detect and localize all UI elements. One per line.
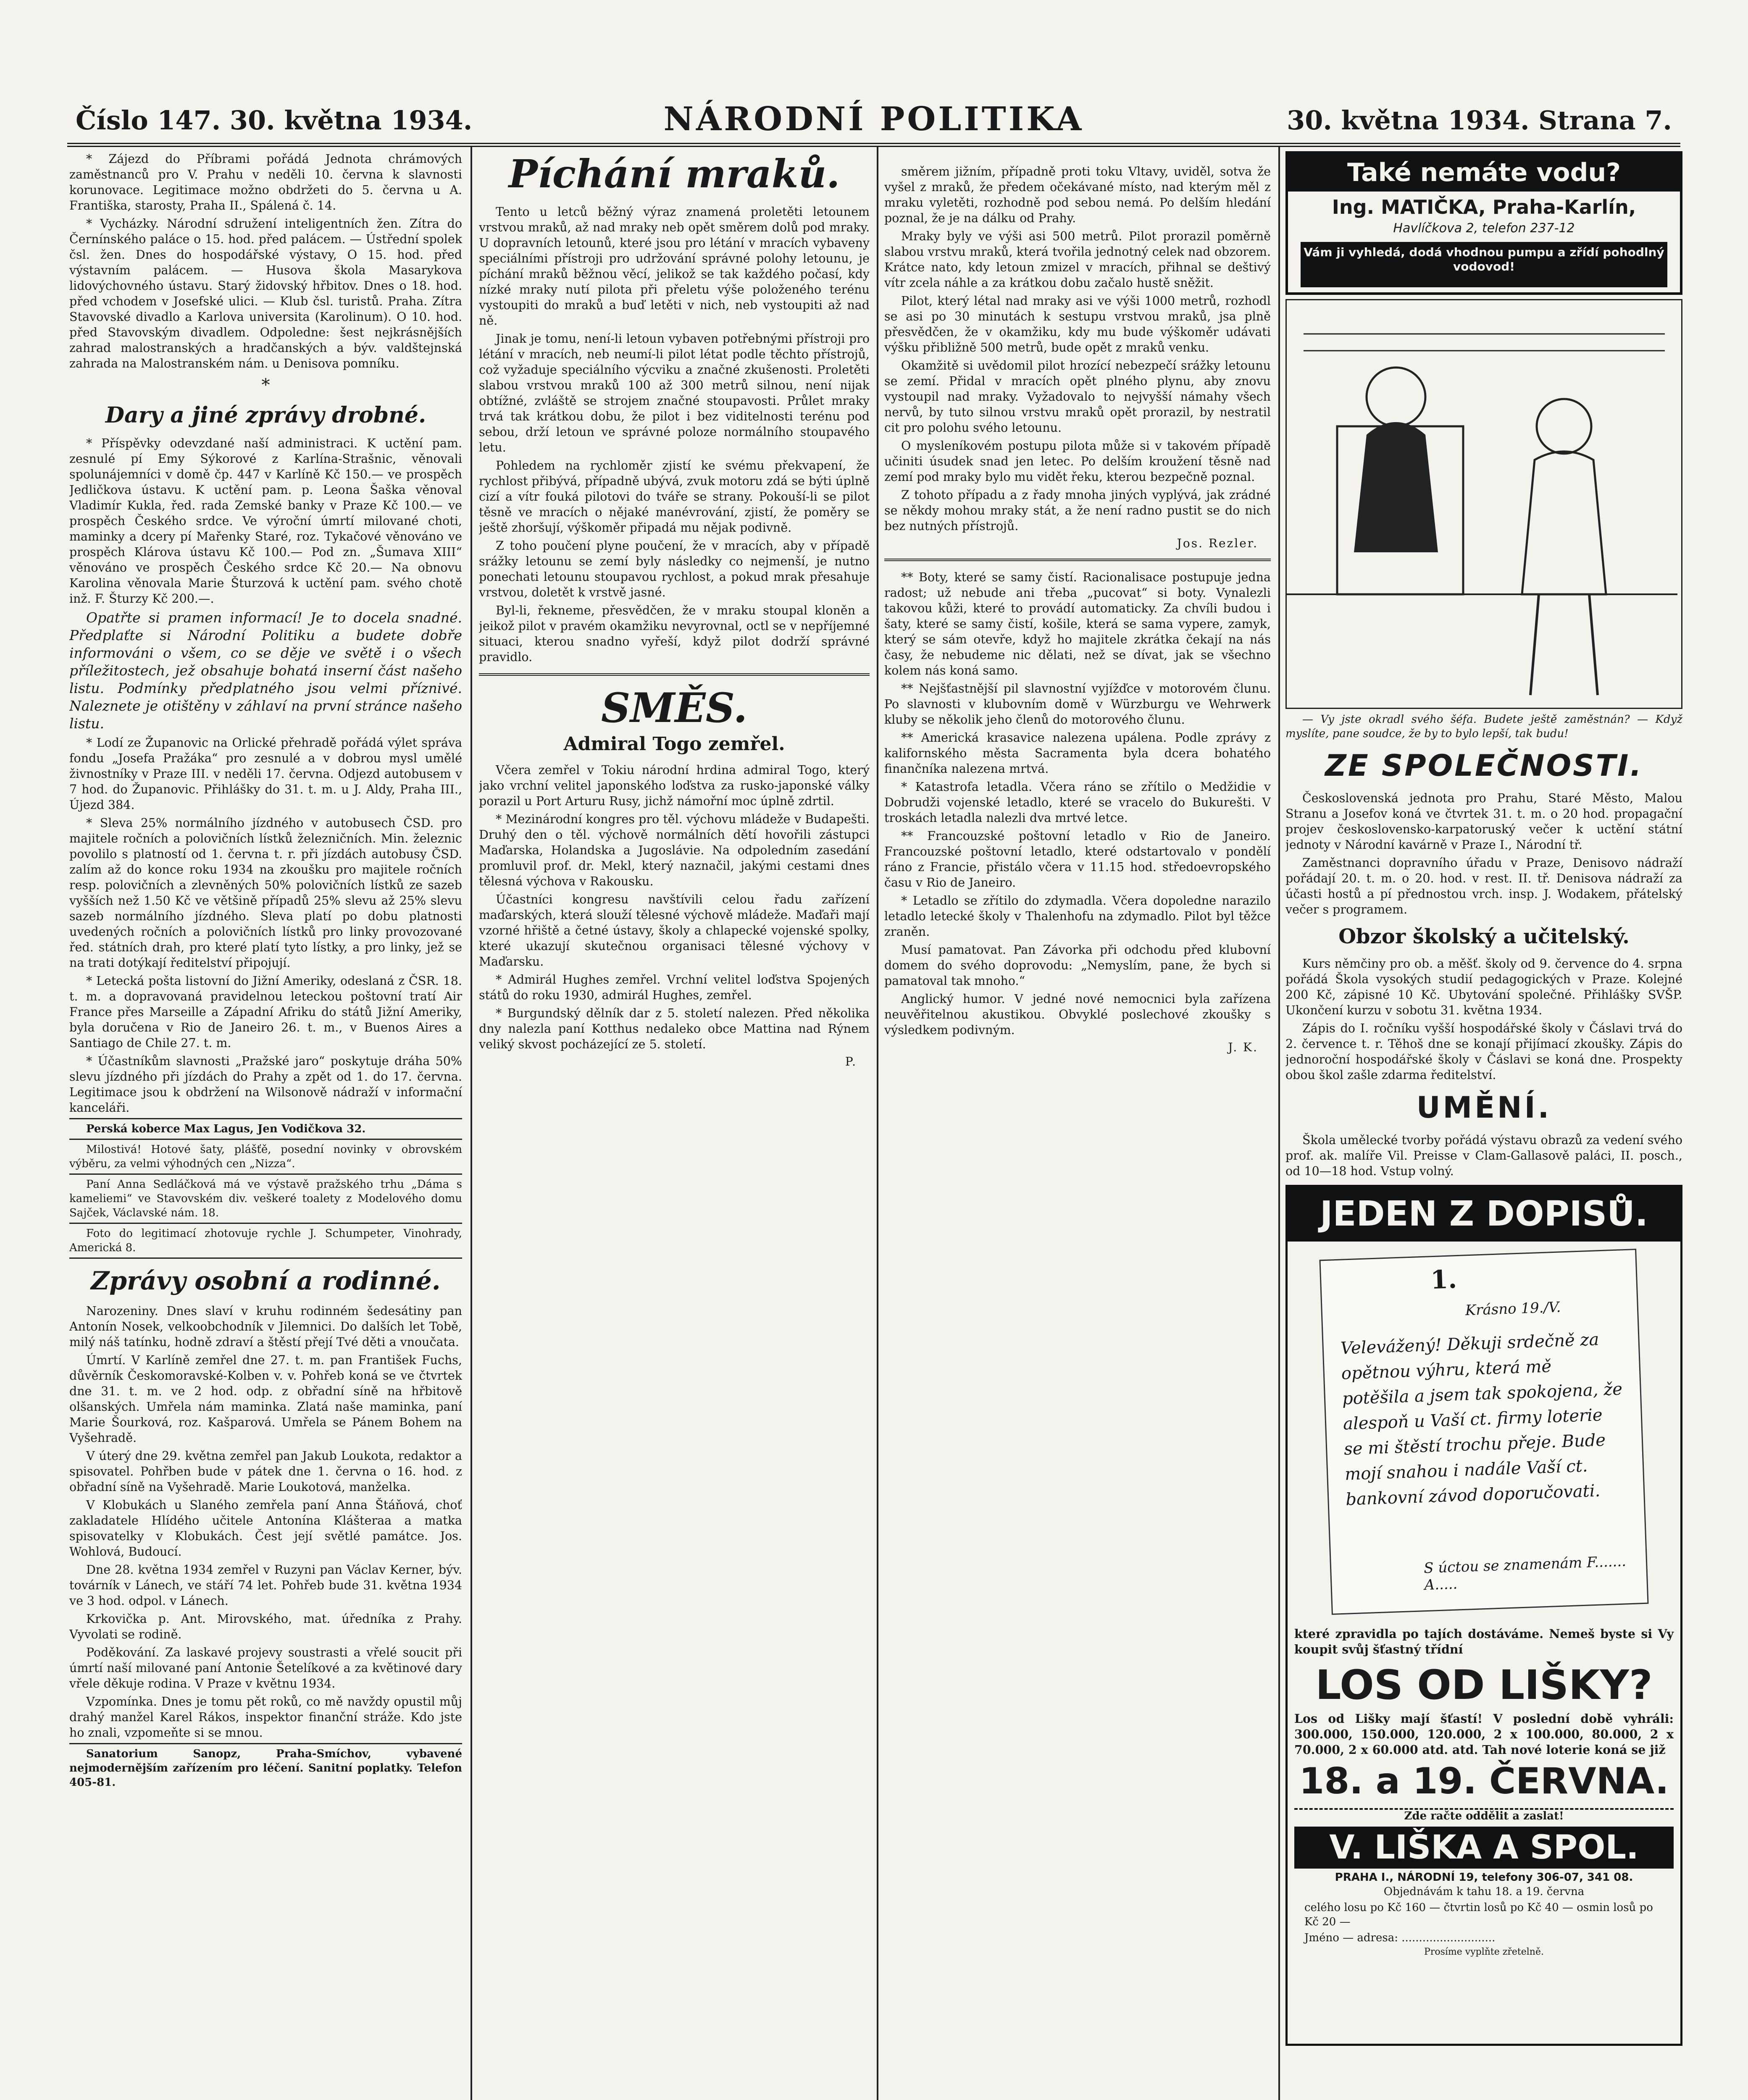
section-rule [479, 673, 870, 676]
ad-order-line: Objednávám k tahu 18. a 19. června [1383, 1885, 1585, 1898]
asterisk-separator: * [261, 375, 270, 395]
article-mraky-p9: Okamžitě si uvědomil pilot hrozící nebezpečí srážky letounu se zemí. Přidal v mracích opět plného plynu, aby znovu vystoupil nad mraky. Vyžadovalo to nejvyšší námahy všech nervů, by tuto silnou vrstvu mraků opět prorazil, by nestratil cit pro polohu svého letounu. [884, 359, 1271, 435]
issue-number: Číslo 147. 30. května 1934. [76, 105, 473, 136]
ad-headline-jeden-z-dopisu: JEDEN Z DOPISŮ. [1288, 1187, 1680, 1242]
ad-name-address-field[interactable]: Jméno — adresa: ........................... [1304, 1932, 1496, 1944]
section-heading-smes: SMĚS. [601, 684, 748, 732]
ad-cut-line: Zde račte oddělit a zaslat! [1294, 1808, 1674, 1822]
notice-podekovani: Poděkování. Za laskavé projevy soustrasti a vřelé soucit při úmrtí naší milované paní Antonie Šetelíkové a za květinové dary vřele děkuje rodina. V Praze v květnu 1934. [69, 1646, 462, 1690]
author-signature: Jos. Rezler. [1177, 536, 1258, 550]
article-kongres: * Mezinárodní kongres pro těl. výchovu mládeže v Budapešti. Druhý den o těl. výchově normálních dětí hovořili zástupci Maďarska, Holandska a Jugoslávie. Na odpoledním zasedání promluvil prof. dr. Mekl, který naznačil, jakými cestami dnes tělesná výchova v Rakousku. [479, 812, 870, 888]
article-prispevky: * Příspěvky odevzdané naší administraci. K uctění pam. zesnulé pí Emy Sýkorové z Karlína-Strašnic, věnovali spolunájemníci v domě čp. 447 v Karlíně Kč 150.— ve prospěch Jedličkova ústavu. K uctění pam. p. Leona Šaška věnoval Vladimír Kukla, řed. rada Zemské banky v Praze Kč 100.— ve prospěch Českého srdce. Ve výroční úmrtí milované choti, maminky a dcery pí Mařenky Staré, roz. Tykačové věnováno ve prospěch Klárova ústavu Kč 100.— Pod zn. „Šumava XIII“ věnováno ve prospěch Českého srdce Kč 20.— Na obnovu Karolina věnovala Marie Šturzová k uctění pam. svého chotě inž. F. Šturzy Kč 200.—. [69, 436, 462, 606]
column-4 [1285, 151, 1682, 2100]
article-sleva: * Sleva 25% normálního jízdného v autobusech ČSD. pro majitele ročních a polovičních lístků železničních. Min. železnic povolilo s platností od 1. června t. r. při jízdách autobusy ČSD. zalím až do konce roku 1934 na zkoušku pro majitele ročních resp. polovičních a zlevněných 50% polovičních lístků ze sazeb vyšších než 1.50 Kč ve většině případů 25% slevu až 25% slevu sazeb normálního jízdného. Sleva platí po dobu platnosti uvedených ročních a polovičních lístků pro linky provozované řed. státních drah, pro které platí tyto lístky, a pro linky, jež se na trati dotýkají ředitelství připojují. [69, 816, 462, 970]
page-number: 30. května 1934. Strana 7. [1287, 105, 1672, 136]
classified-foto: Foto do legitimací zhotovuje rychle J. Schumpeter, Vinohrady, Americká 8. [69, 1223, 462, 1259]
section-heading-obzor-skolsky: Obzor školský a učitelský. [1338, 925, 1630, 948]
article-prazske-jaro: * Účastníkům slavnosti „Pražské jaro“ poskytuje dráha 50% slevu jízdného při jízdách do Prahy a zpět od 1. do 17. června. Legitimace jsou k obdržení na Wilsonově nádraží v informační kanceláři. [69, 1054, 462, 1115]
ad-liska-lottery [1285, 1185, 1682, 2046]
article-kongres-2: Účastníci kongresu navštívili celou řadu zařízení maďarských, která slouží tělesné výchově mládeže. Maďaři mají vzorné hřiště a četné ústavy, školy a chlapecké vojenské spolky, které ukazují skutečnou organisaci tělesné výchovy v Maďarsku. [479, 892, 870, 969]
cartoon-judge-icon [1287, 300, 1677, 706]
notice-krkovicka: Krkovička p. Ant. Mirovského, mat. úředníka z Prahy. Vyvolati se rodině. [69, 1612, 462, 1641]
article-rio: ** Francouzské poštovní letadlo v Rio de Janeiro. Francouzské poštovní letadlo, které odstartovalo v pondělí ráno z Francie, přistálo včera v 11.15 hod. středoevropského času v Rio de Janeiro. [884, 829, 1271, 890]
article-lodi: * Lodí ze Županovic na Orlické přehradě pořádá výlet správa fondu „Josefa Pražáka“ pro zesnulé a v dobrou mysl umělé živnostníky v Praze III. v neděli 17. června. Odjezd autobusem v 7 hod. do Županovic. Přihlášky do 31. t. m. u J. Aldy, Praha III., Újezd 384. [69, 736, 462, 812]
ad-maticka-text: Vám ji vyhledá, dodá vhodnou pumpu a zřídí pohodlný vodovod! [1301, 242, 1667, 287]
letter-date: Krásno 19./V. [1465, 1299, 1561, 1319]
classified-nizza: Milostivá! Hotové šaty, plášťě, posední novinky v obrovském výběru, za velmi výhodných cen „Nizza“. [69, 1139, 462, 1171]
notice-narozeniny: Narozeniny. Dnes slaví v kruhu rodinném šedesátiny pan Antonín Nosek, velkoobchodník v Jilemnici. Do dalších let Tobě, milý náš tatínku, hodně zdraví a štěstí přejí Tvé děti a vnoučata. [69, 1304, 462, 1349]
notice-ceskoslovenska-jednota: Československá jednota pro Prahu, Staré Město, Malou Stranu a Josefov koná ve čtvrtek 31. t. m. o 20 hod. propagační projev československo-karpatoruský večer k uctění státní jednoty v Národní kavárně v Praze I., Národní tř. [1285, 791, 1682, 852]
article-pamatovat: Musí pamatovat. Pan Závorka při odchodu před klubovní domem do svého doprovodu: „Nemyslím, pane, že bych si pamatoval tak mnoho.“ [884, 943, 1271, 988]
article-anglicky-humor: Anglický humor. V jedné nové nemocnici byla zařízena neuvěřitelnou akustikou. Obvyklé poslechové zkoušky s výsledkem podivným. [884, 992, 1271, 1037]
column-3 [884, 151, 1271, 2100]
article-motorovy-clun: ** Nejšťastnější pil slavnostní vyjížďce v motorovém člunu. Po slavnosti v klubovním domě v Würzburgu ve Wehrwerk kluby se několik jeho členů do motorového člunu. [884, 682, 1271, 727]
article-togo: Včera zemřel v Tokiu národní hrdina admiral Togo, který jako vrchní velitel japonského loďstva za rusko-japonské války porazil u Port Arturu Rusy, jichž námořní moc úplně zdrtil. [479, 763, 870, 808]
article-boty: ** Boty, které se samy čistí. Racionalisace postupuje jedna radost; už nebude ani třeba „pucovat“ si boty. Vynalezli takovou kůži, které to provádí automaticky. Za chvíli budou i šaty, které se samy čistí, košile, která se sama vypere, zamyk, který se sám otevře, když ho majitele zkrátka čekají na nás časy, že nebudeme nic dělati, než se dívat, jak se všechno kolem nás koná samo. [884, 570, 1271, 677]
ad-firm-address: PRAHA I., NÁRODNÍ 19, telefony 306-07, 341 08. [1335, 1871, 1633, 1884]
notice-loukota: V úterý dne 29. května zemřel pan Jakub Loukota, redaktor a spisovatel. Pohřben bude v pátek dne 1. června o 16. hod. z obřadní síně na Vyšehradě. Marie Loukotová, manželka. [69, 1449, 462, 1494]
notice-zamestnanci-dopravniho-uradu: Zaměstnanci dopravního úřadu v Praze, Denisovo nádraží pořádají 20. t. m. o 20. hod. v rest. II. tř. Denisova nádraží za účasti hostů a pí přednostou vrch. insp. J. Wodakem, přátelský večer s programem. [1285, 856, 1682, 916]
article-mraky-p6: směrem jižním, případně proti toku Vltavy, uviděl, sotva že vyšel z mraků, že předem očekávané místo, nad kterým měl z mraku vyletěti, rozhodně pod sebou nemá. Po delším hledání poznal, že je na dálku od Prahy. [884, 165, 1271, 225]
section-rule [884, 559, 1271, 561]
ad-maticka-title: Také nemáte vodu? [1288, 154, 1680, 192]
ad-firm-name: V. LIŠKA A SPOL. [1294, 1827, 1674, 1869]
ad-order-options[interactable]: celého losu po Kč 160 — čtvrtin losů po Kč 40 — osmin losů po Kč 20 — [1304, 1901, 1653, 1928]
newspaper-title: NÁRODNÍ POLITIKA [663, 100, 1084, 138]
article-krasavice: ** Americká krasavice nalezena upálena. Podle zprávy z kalifornského města Sacramenta byla dcera bohatého finančníka nalezena mrtvá. [884, 731, 1271, 776]
article-vychazky: * Vycházky. Národní sdružení inteligentních žen. Zítra do Černínského paláce o 15. hod. před palácem. — Ústřední spolek čsl. žen. Dnes do hospodářské výstavy, O 15. hod. před výstavním palácem. — Husova škola Masarykova lidovýchovného ústavu. Starý židovský hřbitov. Dnes o 18. hod. před vchodem v Josefské ulici. — Klub čsl. turistů. Praha. Zítra Stavovské divadlo a Karlova universita (Karolinum). O 10. hod. před Stavovským divadlem. Odpoledne: šest nejkrásnějších zahrad malostranských a hradčanských a býv. valdštejnská zahrada na Malostranském nám. u Denisova pomníku. [69, 217, 462, 370]
notice-vzpominka: Vzpomínka. Dnes je tomu pět roků, co mě navždy opustil můj drahý manžel Karel Rákos, inspektor finanční stráže. Kdo jste ho znali, vzpomeňte si se mnou. [69, 1695, 462, 1740]
section-heading-ze-spolecnosti: ZE SPOLEČNOSTI. [1325, 748, 1643, 783]
article-mraky-p7: Mraky byly ve výši asi 500 metrů. Pilot prorazil poměrně slabou vrstvu mraků, která tvořila jednotný celek nad obzorem. Krátce nato, kdy letoun zmizel v mracích, přihnal se deštivý vítr zcela náhle a za krátkou dobu začalo hustě sněžit. [884, 229, 1271, 290]
notice-kurs-nemciny: Kurs němčiny pro ob. a měšť. školy od 9. července do 4. srpna pořádá Škola vysokých studií pedagogických v Praze. Kolejné 200 Kč, zápisné 10 Kč. Ubytování společné. Přihlášky SVŠP. Ukončení kurzu v sobotu 31. května 1934. [1285, 957, 1682, 1017]
ad-wins-text: Los od Lišky mají šťastí! V poslední době vyhráli: 300.000, 150.000, 120.000, 2 x 100.000, 80.000, 2 x 70.000, 2 x 60.000 atd. atd. Tah nové loterie koná se již [1294, 1712, 1674, 1757]
ad-intro-text: které zpravidla po tajích dostáváme. Nemeš byste si Vy koupit svůj šťastný třídní [1294, 1627, 1674, 1656]
headline-pichani-mraku: Píchání mraků. [508, 151, 840, 197]
article-mraky-p2: Jinak je tomu, není-li letoun vybaven potřebnými přístroji pro létání v mracích, neb neumí-li pilot létat podle těchto přístrojů, což vyžaduje speciálního výcviku a značné zkušenosti. Proletěti slabou vrstvou mraků 100 až 300 metrů silnou, není nijak obtížné, zvláště se strojem značné stoupavosti. Průlet mraky trvá tak krátkou dobu, že pilot i bez viditelnosti terénu pod sebou, drží letoun ve správné poloze normálního stoupavého letu. [479, 332, 870, 454]
cartoon-illustration [1285, 299, 1682, 709]
promo-predplatne: Opatřte si pramen informací! Je to docela snadné. Předplaťte si Národní Politiku a budete dobře informováni o všem, co se děje ve světě i o všech příležitostech, jež obsahuje bohatá inserní část našeho listu. Podmínky předplatného jsou velmi příznivé. Naleznete je otištěny v záhlaví na první stránce našeho listu. [69, 609, 462, 732]
article-mraky-p1: Tento u letců běžný výraz znamená proletěti letounem vrstvou mraků, až nad mraky neb opět směrem dolů pod mraky. U dopravních letounů, které jsou pro létání v mracích vybaveny speciálními přístroji pro udržování správné polohy letounu, je píchání mraků běžnou věcí, jelikož se tak každého počasí, kdy nízké mraky nutí pilota při přeletu výše položeného terénu vystoupiti do mraků a buď letěti v nich, neb vystoupiti až nad ně. [479, 205, 870, 328]
classified-sedlackova: Paní Anna Sedláčková má ve výstavě pražského trhu „Dáma s kameliemi“ ve Stavovském div. veškeré toalety z Modelového domu Sajček, Václavské nám. 18. [69, 1173, 462, 1220]
article-zdymadlo: * Letadlo se zřítilo do zdymadla. Včera dopoledne narazilo letadlo letecké školy v Thalenhofu na zdymadlo. Pilot byl těžce zraněn. [884, 894, 1271, 939]
ad-maticka-firm: Ing. MATIČKA, Praha-Karlín, [1332, 196, 1636, 218]
masthead [67, 97, 1680, 147]
column-2 [479, 151, 870, 2100]
author-signature: P. [845, 1055, 857, 1068]
article-letecka-posta: * Letecká pošta listovní do Jižní Ameriky, odeslaná z ČSR. 18. t. m. a dopravovaná pravidelnou leteckou poštovní tratí Air France přes Marseille a Západní Afriku do států Jižní Ameriky, byla doručena v Rio de Janeiro 26. t. m., v Buenos Aires a Santiago de Chile 27. t. m. [69, 974, 462, 1050]
column-divider [471, 147, 472, 2100]
section-heading-umeni: UMĚNÍ. [1416, 1090, 1552, 1125]
ad-maticka [1285, 151, 1682, 295]
article-mraky-p10: O mysleníkovém postupu pilota může si v takovém případě učiniti úsudek snad jen letec. Po delším kroužení těsně nad zemí pod mraky bylo mu vidět řeku, kterou bezpečně poznal. [884, 439, 1271, 484]
ad-headline-los-od-lisky: LOS OD LIŠKY? [1315, 1662, 1653, 1709]
cartoon-caption: — Vy jste okradl svého šéfa. Budete ještě zaměstnán? — Když myslíte, pane soudce, že by to bylo lepší, tak budu! [1285, 713, 1682, 740]
ad-draw-date: 18. a 19. ČERVNA. [1299, 1760, 1669, 1802]
article-hughes: * Admirál Hughes zemřel. Vrchní velitel loďstva Spojených států do roku 1930, admirál Hughes, zemřel. [479, 973, 870, 1002]
author-signature: J. K. [1228, 1040, 1258, 1054]
letter-signature: S úctou se znamenám F....... A..... [1423, 1553, 1627, 1594]
headline-togo: Admiral Togo zemřel. [563, 733, 785, 755]
classified-koberce: Perská koberce Max Lagus, Jen Vodičkova 32. [69, 1118, 462, 1136]
column-1 [69, 151, 462, 2100]
article-mraky-p4: Z toho poučení plyne poučení, že v mracích, aby v případě srážky letounu se zemí byly následky co nejmenší, je nutno ponechati letounu stoupavou rychlost, a pokud mrak přesahuje vrstvou, doletět k vrstvě jasné. [479, 539, 870, 599]
notice-skola-umelecke-tvorby: Škola umělecké tvorby pořádá výstavu obrazů za vedení svého prof. ak. malíře Vil. Preisse v Clam-Gallasově paláci, II. posch., od 10—18 hod. Vstup volný. [1285, 1133, 1682, 1178]
ad-maticka-address: Havlíčkova 2, telefon 237-12 [1393, 221, 1575, 236]
article-mraky-p3: Pohledem na rychloměr zjistí ke svému překvapení, že rychlost přibývá, případně ubývá, zvuk motoru zdá se býti úplně cizí a vítr fouká pilotovi do tváře se strany. Pokouší-li se pilot těsně ve mracích o nějaké manévrování, zjistí, že poměry se ještě zhoršují, výškoměr připadá mu nějak podivně. [479, 459, 870, 535]
letter-number: 1. [1430, 1265, 1458, 1295]
article-mraky-p8: Pilot, který létal nad mraky asi ve výši 1000 metrů, rozhodl se asi po 30 minutách k sestupu vrstvou mraků, jsa plně přesvědčen, že v okamžiku, kdy mu bude výškoměr udávati výšku přibližně 500 metrů, bude opět z mraků venku. [884, 294, 1271, 354]
article-mraky-p5: Byl-li, řekneme, přesvědčen, že v mraku stoupal kloněn a jeikož pilot v pravém okamžiku nevyrovnal, octl se v nepříjemné situaci, kterou snadno vyřeší, když pilot dodrží správné pravidlo. [479, 604, 870, 664]
ad-footer: Prosíme vyplňte zřetelně. [1424, 1947, 1544, 1957]
article-zajezd: * Zájezd do Příbrami pořádá Jednota chrámových zaměstnanců pro V. Prahu v neděli 10. června k slavnosti korunovace. Legitimace možno obdržeti do 5. června u A. Františka, starosty, Praha II., Spálená č. 14. [69, 152, 462, 213]
notice-umrti: Úmrtí. V Karlíně zemřel dne 27. t. m. pan František Fuchs, důvěrník Českomoravské-Kolben v. v. Pohřeb koná se ve čtvrtek dne 31. t. m. ve 2 hod. odp. z obřadní síně na hřbitově olšanských. Umřela nám maminka. Zlatá naše maminka, paní Marie Šourková, roz. Kašparová. Umřela se Pánem Bohem na Vyšehradě. [69, 1353, 462, 1445]
letter-body: Velevážený! Děkuji srdečně za opětnou výhru, která mě potěšila a jsem tak spokojena, že alespoň u Vaší ct. firmy loterie se mi štěstí trochu přeje. Bude mojí snahou i nadále Vaší ct. bankovní závod doporučovati. [1340, 1330, 1623, 1509]
classified-sanatorium: Sanatorium Sanopz, Praha-Smíchov, vybavené nejmodernějším zařízením pro léčení. Sanitní poplatky. Telefon 405-81. [69, 1743, 462, 1790]
section-heading-zpravy-osobni: Zprávy osobní a rodinné. [91, 1266, 441, 1296]
column-divider [1278, 147, 1280, 2100]
section-heading-dary: Dary a jiné zprávy drobné. [105, 402, 426, 428]
letter-card [1319, 1249, 1648, 1615]
notice-kerner: Dne 28. května 1934 zemřel v Ruzyni pan Václav Kerner, býv. továrník v Lánech, ve stáří 74 let. Pohřeb bude 31. května 1934 ve 3 hod. odpol. v Lánech. [69, 1563, 462, 1608]
article-burgundsky: * Burgundský dělník dar z 5. století nalezen. Před několika dny nalezla paní Kotthus nedaleko obce Mattina nad Rýnem veliký skvost pocházející ze 5. století. [479, 1006, 870, 1051]
column-divider [877, 147, 878, 2100]
notice-stanova: V Klobukách u Slaného zemřela paní Anna Štáňová, choť zakladatele Hlídého učitele Antonína Klášteraa a matka spisovatelky v Klobukách. Čest její světlé památce. Jos. Wohlová, Budoucí. [69, 1498, 462, 1559]
article-katastrofa: * Katastrofa letadla. Včera ráno se zřítilo o Medžidie v Dobrudži vojenské letadlo, které se vracelo do Bukurešti. V troskách letadla nalezli dva mrtvé letce. [884, 780, 1271, 825]
notice-zapis-caslav: Zápis do I. ročníku vyšší hospodářské školy v Čáslavi trvá do 2. července t. r. Těhoš dne se konají přijímací zkoušky. Zápis do jednoroční hospodářské školy v Čáslavi se koná dne. Prospekty obou škol zašle zdarma ředitelství. [1285, 1021, 1682, 1082]
article-mraky-p11: Z tohoto případu a z řady mnoha jiných vyplývá, jak zrádné se někdy mohou mraky stát, a že není radno pustit se do nich bez nutných přístrojů. [884, 488, 1271, 533]
